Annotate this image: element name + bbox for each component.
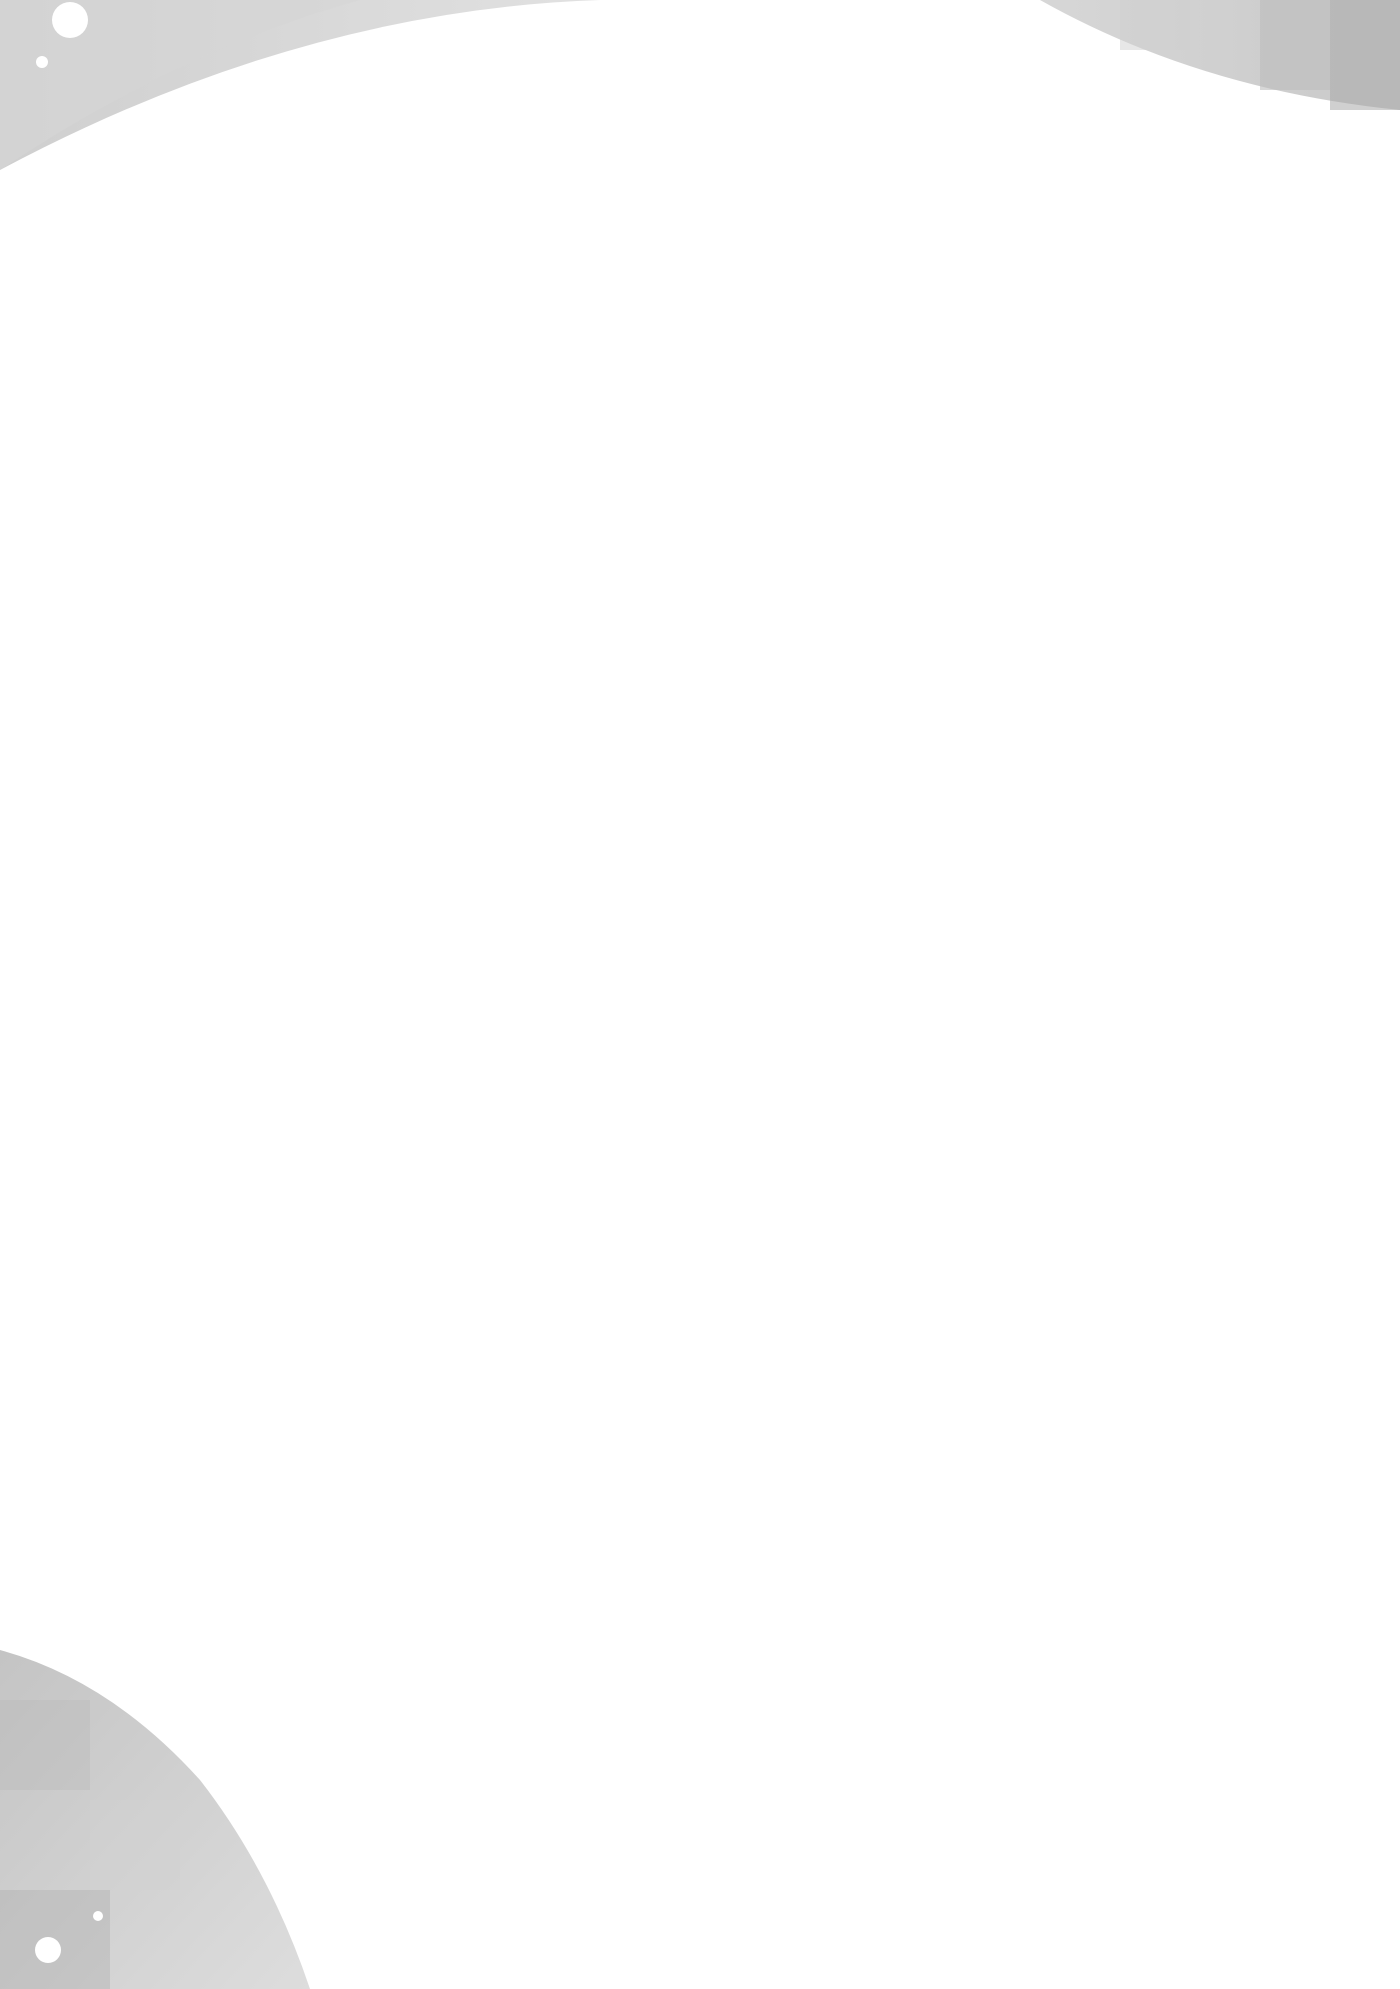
top-right-mosaic: [1260, 0, 1330, 90]
bubble-dot: [52, 2, 88, 38]
bubble-dot: [35, 1937, 61, 1963]
